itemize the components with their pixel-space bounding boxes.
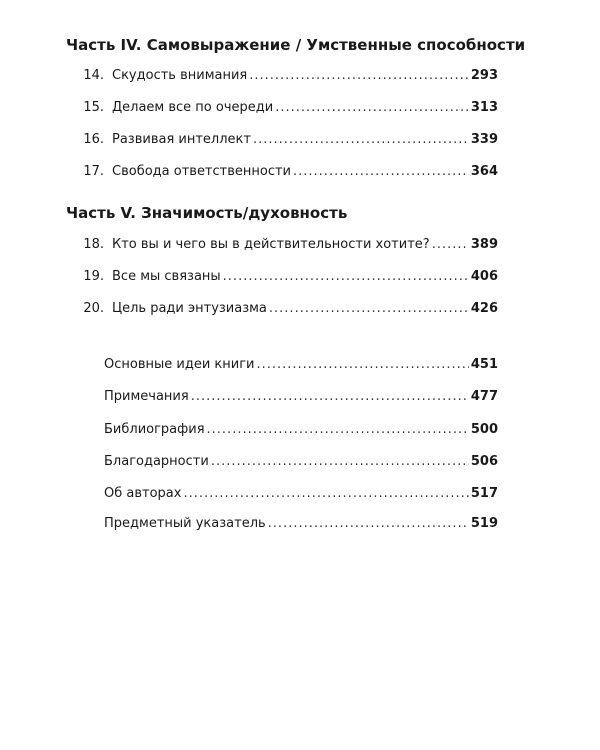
entry-title: Предметный указатель [104, 516, 266, 531]
entry-title: Библиография [104, 422, 205, 437]
page-number: 451 [470, 357, 498, 372]
entry-title: Основные идеи книги [104, 357, 255, 372]
chapter-number: 17. [83, 164, 104, 179]
entry-title: Благодарности [104, 454, 209, 469]
toc-entry-chapter-16 [82, 132, 498, 148]
toc-entry-chapter-19 [82, 269, 498, 285]
toc-entry-key-ideas [104, 357, 498, 373]
dot-leader [432, 237, 469, 253]
dot-leader [293, 164, 469, 180]
page-number: 293 [470, 68, 498, 83]
dot-leader [256, 357, 468, 373]
dot-leader [253, 132, 469, 148]
dot-leader [207, 422, 469, 438]
dot-leader [183, 486, 468, 502]
toc-entry-chapter-17 [82, 164, 498, 180]
entry-title: Об авторах [104, 486, 182, 501]
chapter-title: Свобода ответственности [112, 164, 292, 179]
page-number: 519 [470, 516, 498, 531]
toc-entry-subject-index [104, 516, 498, 532]
dot-leader [223, 269, 469, 285]
dot-leader [249, 68, 469, 84]
entry-title: Примечания [104, 389, 189, 404]
page-number: 426 [470, 301, 498, 316]
toc-entry-chapter-18 [82, 237, 498, 253]
dot-leader [268, 516, 469, 532]
page-number: 406 [470, 269, 498, 284]
chapter-title: Цель ради энтузиазма [112, 301, 267, 316]
chapter-number: 15. [83, 100, 104, 115]
chapter-title: Делаем все по очереди [112, 100, 274, 115]
chapter-number: 19. [83, 269, 104, 284]
toc-entry-chapter-20 [82, 301, 498, 317]
chapter-title: Развивая интеллект [112, 132, 251, 147]
dot-leader [211, 454, 469, 470]
chapter-number: 16. [83, 132, 104, 147]
page-number: 506 [470, 454, 498, 469]
toc-entry-acknowledgements [104, 454, 498, 470]
chapter-number: 14. [83, 68, 104, 83]
dot-leader [191, 389, 469, 405]
chapter-number: 18. [83, 237, 104, 252]
toc-entry-bibliography [104, 422, 498, 438]
dot-leader [269, 301, 469, 317]
toc-entry-chapter-15 [82, 100, 498, 116]
toc-entry-about-authors [104, 486, 498, 502]
page-number: 389 [470, 237, 498, 252]
part-5-title: Часть V. Значимость/духовность [66, 204, 348, 222]
toc-entry-chapter-14 [82, 68, 498, 84]
page-number: 313 [470, 100, 498, 115]
page-number: 477 [470, 389, 498, 404]
dot-leader [275, 100, 469, 116]
chapter-title: Все мы связаны [112, 269, 221, 284]
chapter-number: 20. [83, 301, 104, 316]
page-number: 517 [470, 486, 498, 501]
page-number: 364 [470, 164, 498, 179]
page-number: 500 [470, 422, 498, 437]
chapter-title: Скудость внимания [112, 68, 248, 83]
toc-entry-notes [104, 389, 498, 405]
part-4-title: Часть IV. Самовыражение / Умственные способности [66, 36, 526, 54]
chapter-title: Кто вы и чего вы в действительности хотите? [112, 237, 430, 252]
page-number: 339 [470, 132, 498, 147]
